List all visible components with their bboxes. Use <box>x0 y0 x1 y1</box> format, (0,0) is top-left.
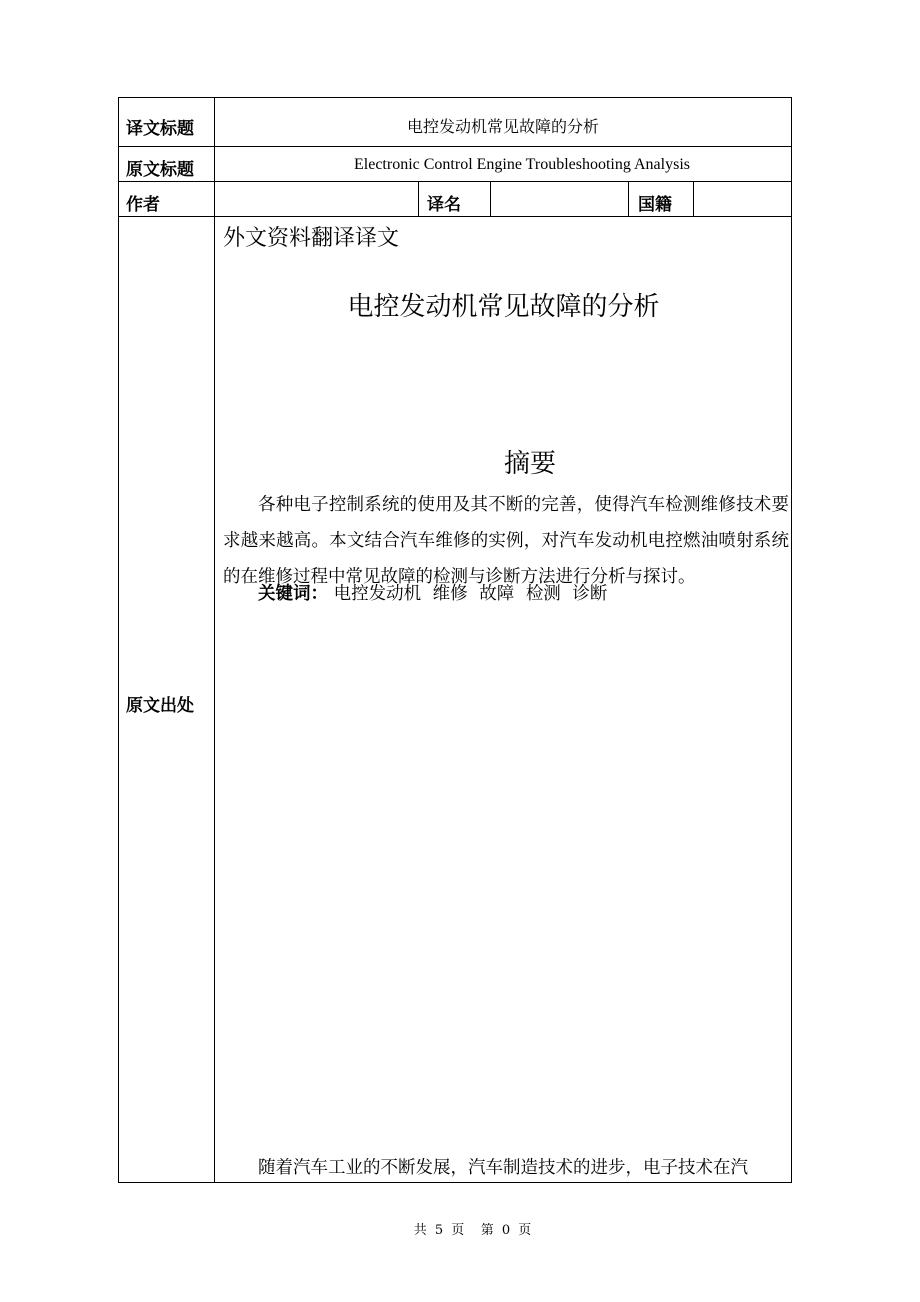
footer-total-suffix: 页 <box>451 1223 465 1238</box>
table-border-right <box>791 97 792 1183</box>
table-row-divider <box>118 181 792 182</box>
body-paragraph: 随着汽车工业的不断发展，汽车制造技术的进步，电子技术在汽 <box>258 1158 748 1178</box>
source-label: 原文出处 <box>126 696 194 716</box>
abstract-text: 各种电子控制系统的使用及其不断的完善，使得汽车检测维修技术要求越来越高。本文结合汽车维修的实例，对汽车发动机电控燃油喷射系统的在维修过程中常见故障的检测与诊断方法进行分析与探讨。 <box>223 495 789 587</box>
page-footer <box>0 1219 920 1238</box>
table-col-divider <box>490 181 491 216</box>
footer-current-prefix: 第 <box>480 1223 494 1238</box>
keyword: 维修 <box>432 584 468 604</box>
author-label: 作者 <box>126 195 160 215</box>
table-border-left <box>118 97 119 1183</box>
translator-label: 译名 <box>427 195 461 215</box>
translated-title-value: 电控发动机常见故障的分析 <box>406 117 599 136</box>
document-title: 电控发动机常见故障的分析 <box>347 292 660 322</box>
keyword: 故障 <box>479 584 515 604</box>
table-col-divider <box>628 181 629 216</box>
footer-total-pages: 5 <box>434 1223 444 1238</box>
table-col-divider <box>418 181 419 216</box>
table-row-divider <box>118 216 792 217</box>
keywords-line <box>258 580 607 605</box>
footer-total-prefix: 共 <box>413 1223 427 1238</box>
keyword: 检测 <box>525 584 561 604</box>
original-title-value: Electronic Control Engine Troubleshooting Analysis <box>354 156 690 173</box>
keyword: 电控发动机 <box>333 584 422 604</box>
table-row-divider <box>118 146 792 147</box>
keywords-label: 关键词： <box>258 584 328 604</box>
translated-title-label: 译文标题 <box>126 119 194 139</box>
table-border-top <box>118 97 792 98</box>
abstract-title: 摘要 <box>503 449 556 479</box>
document-heading: 外文资料翻译译文 <box>223 226 400 251</box>
table-border-bottom <box>118 1182 792 1183</box>
table-col-divider <box>693 181 694 216</box>
keyword: 诊断 <box>572 584 608 604</box>
table-col-divider <box>214 97 215 1183</box>
original-title-label: 原文标题 <box>126 160 194 180</box>
nationality-label: 国籍 <box>638 195 672 215</box>
footer-current-suffix: 页 <box>518 1223 532 1238</box>
footer-current-page: 0 <box>501 1223 511 1238</box>
